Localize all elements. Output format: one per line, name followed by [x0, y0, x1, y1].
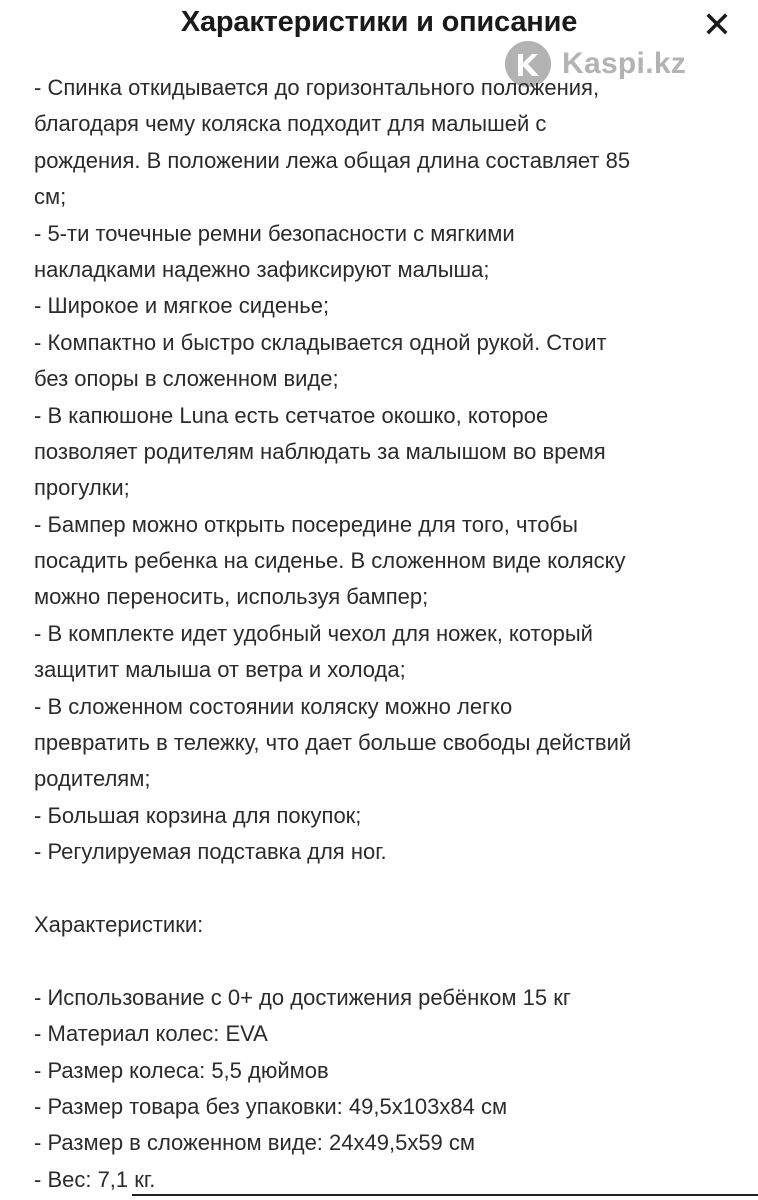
- description-line: позволяет родителям наблюдать за малышом во время: [34, 438, 606, 464]
- description-line: см;: [34, 184, 67, 210]
- spec-line: - Использование с 0+ до достижения ребёнком 15 кг: [34, 984, 571, 1010]
- spacer: [34, 943, 734, 979]
- description-line: можно переносить, используя бампер;: [34, 584, 429, 610]
- page-title: Характеристики и описание: [180, 6, 578, 38]
- description-line: родителям;: [34, 766, 151, 792]
- description-line: - 5-ти точечные ремни безопасности с мягкими: [34, 220, 515, 246]
- description-line: - В капюшоне Luna есть сетчатое окошко, которое: [34, 402, 549, 428]
- spec-line: - Материал колес: EVA: [34, 1021, 268, 1047]
- description-line: - Большая корзина для покупок;: [34, 802, 362, 828]
- close-icon[interactable]: ✕: [701, 4, 733, 45]
- description-line: посадить ребенка на сиденье. В сложенном виде коляску: [34, 548, 626, 574]
- spacer: [34, 871, 734, 907]
- bottom-divider: [132, 1194, 758, 1196]
- description-line: - В комплекте идет удобный чехол для ножек, который: [34, 620, 593, 646]
- description-line: - Спинка откидывается до горизонтального положения,: [34, 75, 600, 100]
- description-line: защитит малыша от ветра и холода;: [34, 657, 406, 683]
- description-body: [34, 70, 734, 1198]
- description-line: - Компактно и быстро складывается одной рукой. Стоит: [34, 329, 607, 355]
- description-line: накладками надежно зафиксируют малыша;: [34, 256, 490, 282]
- spec-line: - Размер в сложенном виде: 24х49,5х59 см: [34, 1130, 476, 1156]
- description-line: - Регулируемая подставка для ног.: [34, 839, 387, 865]
- description-line: благодаря чему коляска подходит для малышей с: [34, 111, 547, 137]
- description-line: превратить в тележку, что дает больше свободы действий: [34, 730, 632, 756]
- description-line: - Бампер можно открыть посередине для того, чтобы: [34, 511, 578, 537]
- spec-line: - Размер товара без упаковки: 49,5х103х84 см: [34, 1093, 508, 1119]
- spec-line: - Размер колеса: 5,5 дюймов: [34, 1057, 329, 1083]
- description-line: - Широкое и мягкое сиденье;: [34, 293, 330, 319]
- watermark-text: Kaspi.kz: [562, 47, 687, 80]
- description-line: без опоры в сложенном виде;: [34, 366, 339, 392]
- spec-line: - Вес: 7,1 кг.: [34, 1166, 156, 1192]
- description-line: прогулки;: [34, 475, 130, 501]
- description-line: рождения. В положении лежа общая длина составляет 85: [34, 147, 631, 173]
- specs-heading: Характеристики:: [34, 911, 204, 937]
- description-line: - В сложенном состоянии коляску можно легко: [34, 693, 513, 719]
